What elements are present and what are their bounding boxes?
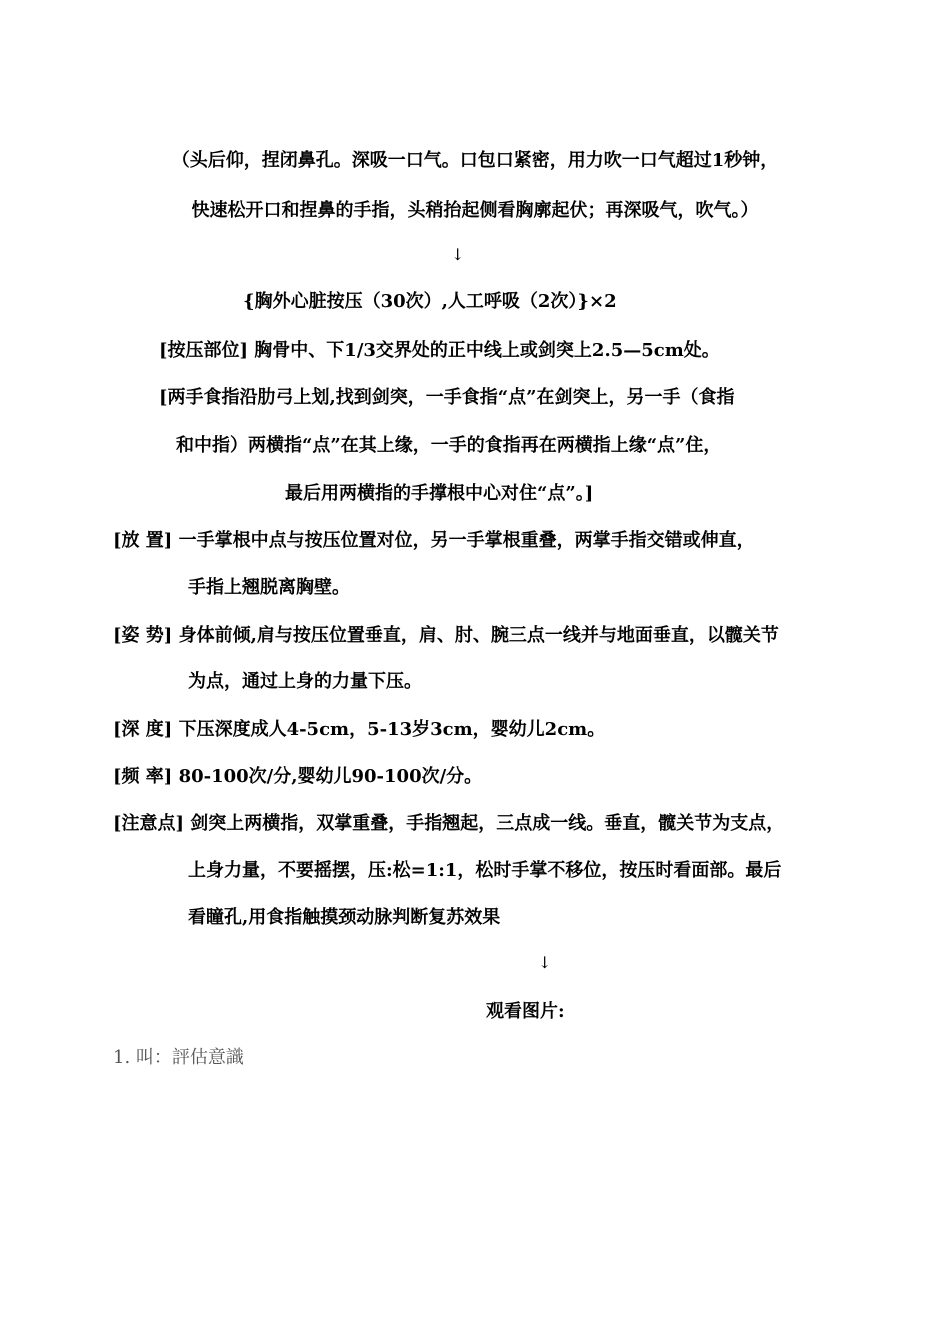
placement-line-2: 手指上翘脱离胸壁。 (188, 577, 350, 598)
depth-line: [深 度] 下压深度成人4-5cm，5-13岁3cm，婴幼儿2cm。 (113, 719, 606, 740)
posture-line-2: 为点，通过上身的力量下压。 (188, 671, 422, 692)
locate-site-line-1: [两手食指沿肋弓上划,找到剑突，一手食指“点”在剑突上，另一手（食指 (159, 387, 735, 408)
notes-line-1: [注意点] 剑突上两横指，双掌重叠，手指翘起，三点成一线。垂直，髋关节为支点， (113, 813, 785, 834)
down-arrow-icon: ↓ (451, 245, 465, 264)
locate-site-line-3: 最后用两横指的手撑根中心对住“点”。] (285, 483, 594, 504)
view-pictures-label: 观看图片: (486, 1001, 565, 1022)
placement-line-1: [放 置] 一手掌根中点与按压位置对位，另一手掌根重叠，两掌手指交错或伸直， (113, 530, 755, 551)
down-arrow-icon: ↓ (538, 953, 552, 972)
rate-line: [频 率] 80-100次/分,婴幼儿90-100次/分。 (113, 766, 483, 787)
cpr-cycle-formula: {胸外心脏按压（30次）,人工呼吸（2次）}×2 (243, 291, 617, 312)
locate-site-line-2: 和中指）两横指“点”在其上缘，一手的食指再在两横指上缘“点”住， (176, 435, 722, 456)
notes-line-2: 上身力量，不要摇摆，压:松=1:1，松时手掌不移位，按压时看面部。最后 (188, 860, 782, 881)
posture-line-1: [姿 势] 身体前倾,肩与按压位置垂直，肩、肘、腕三点一线并与地面垂直，以髋关节 (113, 625, 779, 646)
breathing-instruction-line-1: （头后仰，捏闭鼻孔。深吸一口气。口包口紧密，用力吹一口气超过1秒钟， (171, 150, 779, 171)
list-item: 1. 叫：評估意識 (113, 1047, 244, 1068)
breathing-instruction-line-2: 快速松开口和捏鼻的手指，头稍抬起侧看胸廓起伏；再深吸气，吹气。） (191, 200, 759, 221)
notes-line-3: 看瞳孔,用食指触摸颈动脉判断复苏效果 (188, 907, 501, 928)
compression-site-line: [按压部位] 胸骨中、下1/3交界处的正中线上或剑突上2.5—5cm处。 (159, 340, 720, 361)
